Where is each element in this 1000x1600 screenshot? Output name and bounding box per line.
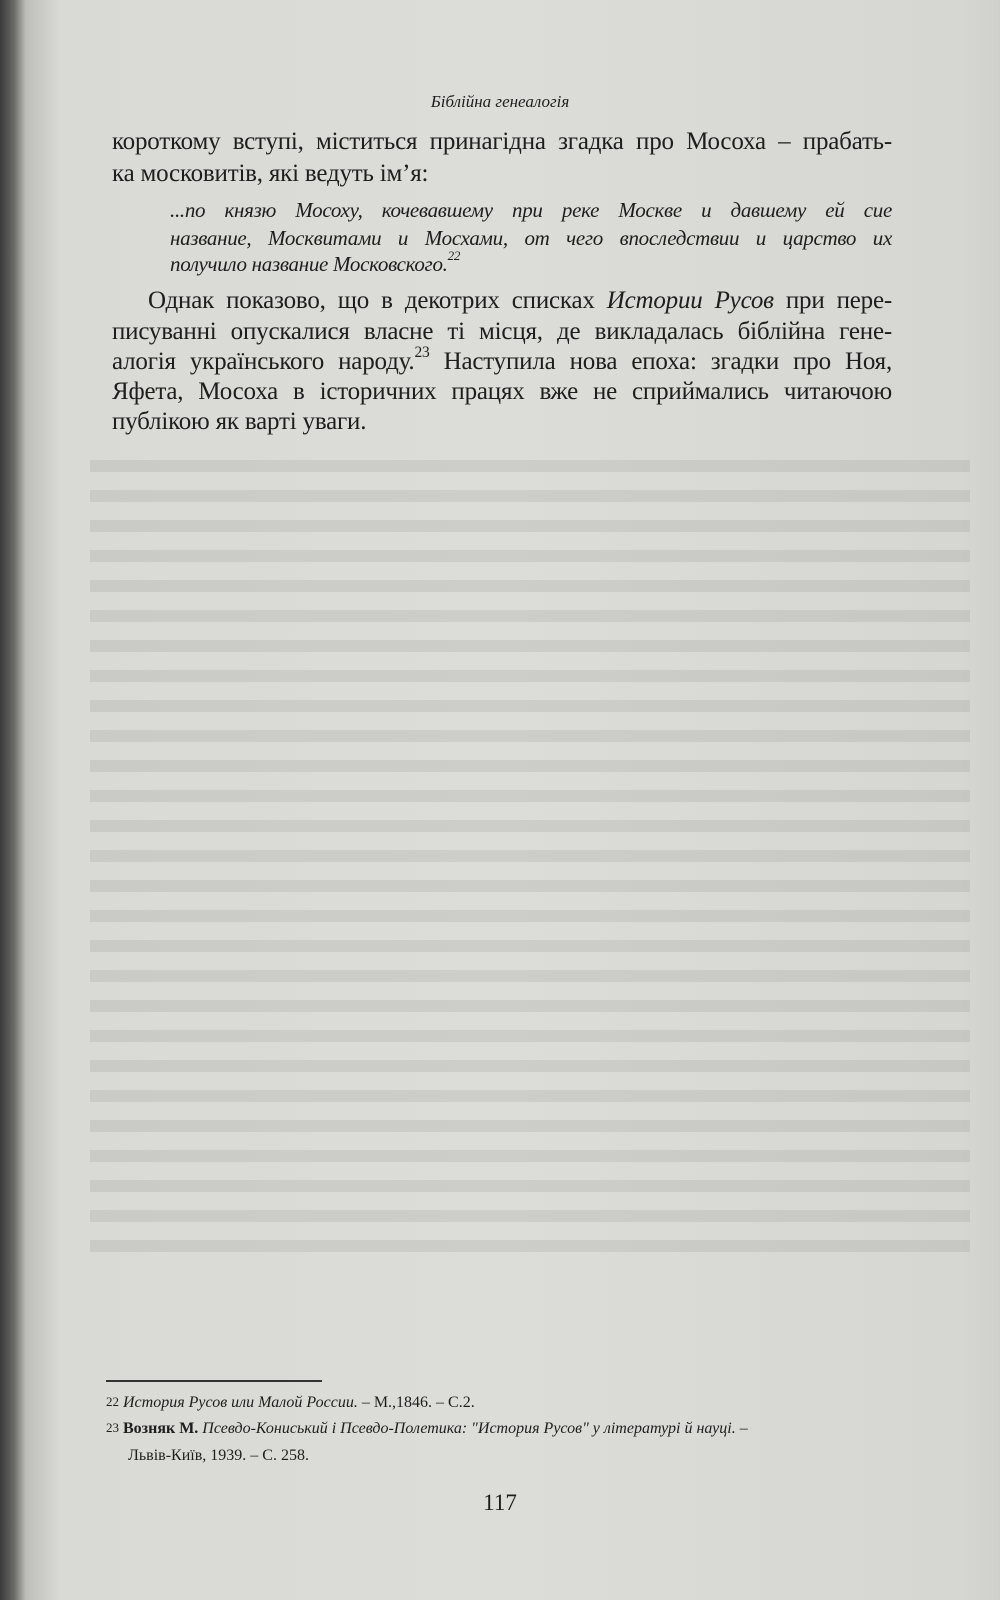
quote-line [170, 248, 892, 277]
text: алогія українського народу. [112, 348, 415, 375]
footnote-author: Возняк М. [123, 1420, 199, 1437]
quote-line: ...по князю Мосоху, кочевавшему при реке Москве и давшему ей сие [170, 198, 892, 222]
body-line: ка московитів, які ведуть ім’я: [112, 160, 429, 187]
body-line: короткому вступі, міститься принагідна згадка про Мосоха – прабать- [112, 128, 892, 155]
footnote-separator [106, 1380, 322, 1382]
footnote-ref-22: 22 [447, 248, 461, 263]
body-line: писуванні опускалися власне ті місця, де викладалась біблійна гене- [112, 318, 892, 345]
footnote-text: – [735, 1420, 748, 1437]
footnote-ref-23: 23 [414, 344, 430, 361]
body-line [148, 287, 892, 315]
footnote-23 [106, 1420, 748, 1438]
footnote-23-continued: Львів-Київ, 1939. – С. 258. [128, 1447, 309, 1464]
text: Наступила нова епоха: згадки про Ноя, [429, 348, 893, 375]
page-number: 117 [483, 1490, 517, 1515]
footnote-title: Псевдо-Кониський і Псевдо-Полетика: "История Русов" у літературі й науці. [198, 1420, 736, 1437]
text: при пере- [773, 287, 892, 314]
bleed-through-text [90, 460, 970, 1260]
footnote-22 [106, 1394, 475, 1412]
footnote-title: История Русов или Малой России. [123, 1394, 358, 1411]
book-title: Истории Русов [606, 287, 774, 314]
body-line: Яфета, Мосоха в історичних працях вже не сприймались читаючою [112, 378, 892, 405]
footnote-number: 23 [106, 1420, 119, 1435]
running-header: Біблійна генеалогія [430, 92, 570, 111]
body-line [112, 344, 893, 376]
footnote-number: 22 [106, 1394, 119, 1409]
footnote-text: – М.,1846. – С.2. [357, 1394, 475, 1411]
text: Однак показово, що в декотрих списках [148, 287, 607, 314]
body-line: публікою як варті уваги. [112, 408, 367, 435]
quote-line: название, Москвитами и Мосхами, от чего впоследствии и царство их [170, 226, 892, 250]
quote-text: получило название Московского. [170, 252, 448, 276]
